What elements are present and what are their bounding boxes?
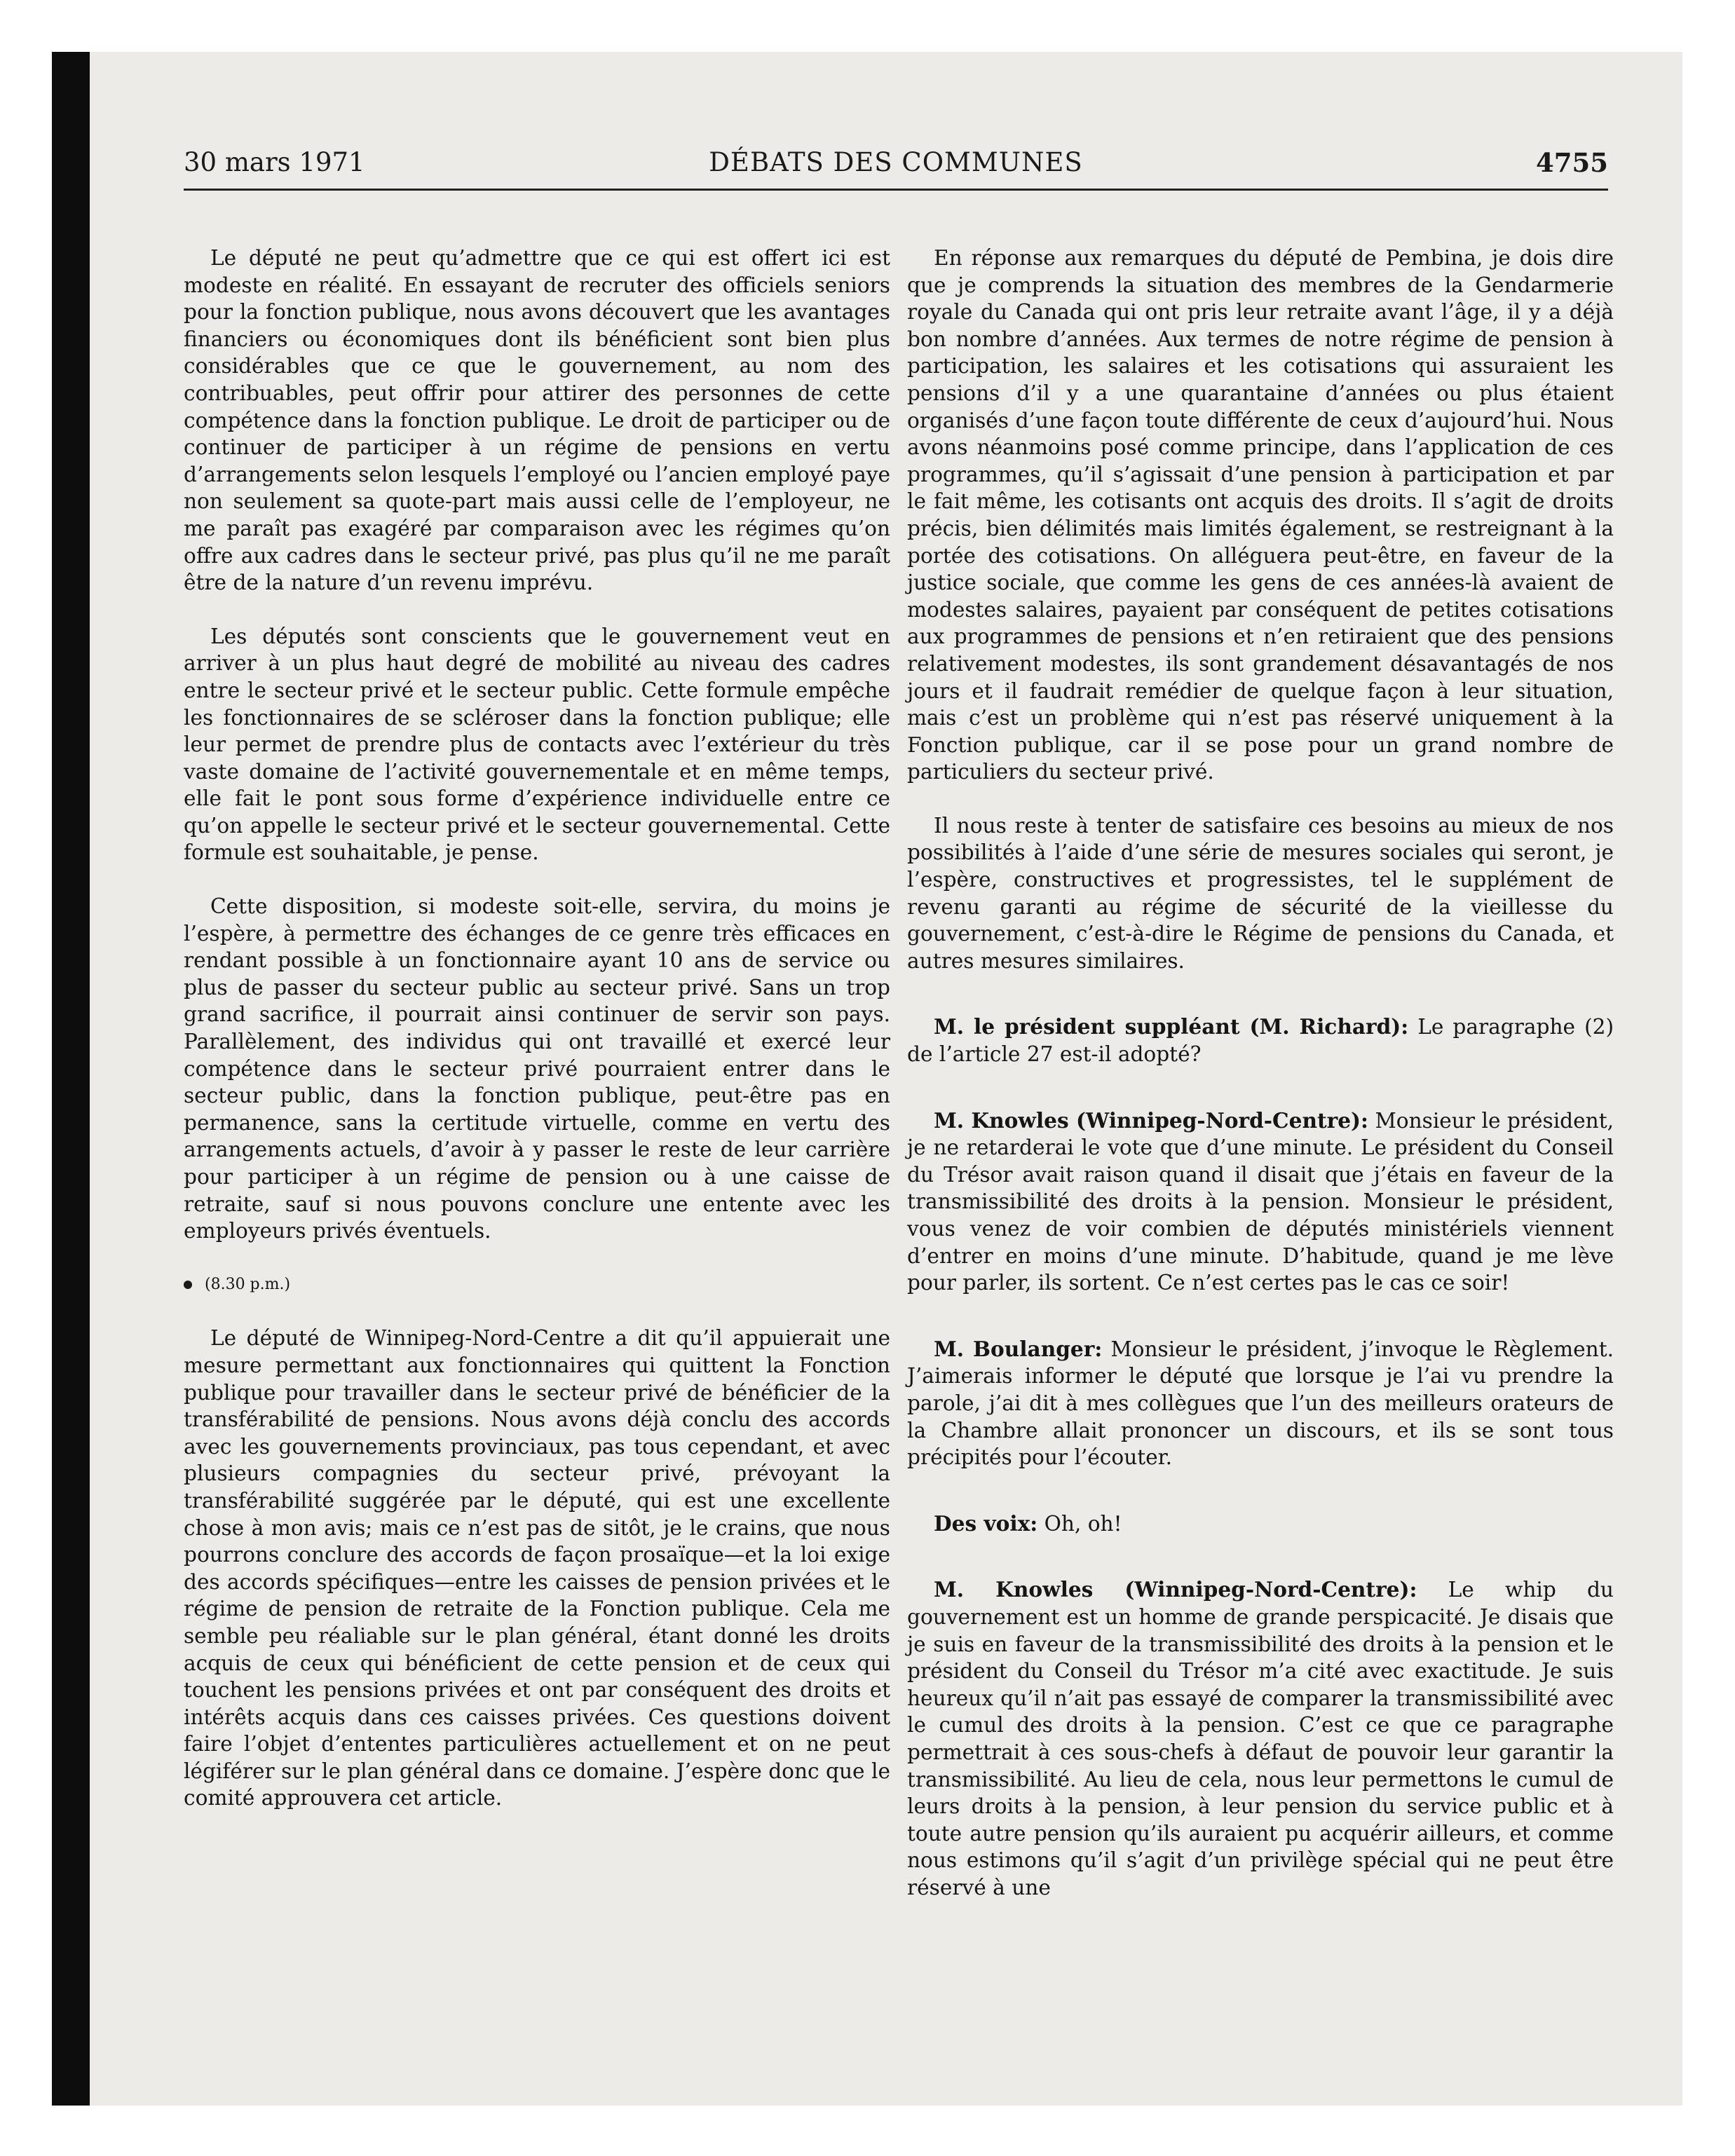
speech (907, 1510, 1614, 1538)
speech-text: Monsieur le président, j’invoque le Règlement. J’aimerais informer le député que lorsque je l’ai vu prendre la parole, j’ai dit à mes collègues que l’un des meilleurs orateurs de la Chambre allait prononcer un discours, et ils se sont tous précipités pour l’écouter. (907, 1337, 1614, 1470)
speaker-name: Des voix: (934, 1510, 1038, 1536)
right-column (907, 245, 1614, 1935)
speaker-name: M. le président suppléant (M. Richard): (934, 1014, 1409, 1039)
header-page-number: 4755 (1536, 147, 1608, 178)
speaker-name: M. Knowles (Winnipeg-Nord-Centre): (934, 1107, 1368, 1133)
header-date: 30 mars 1971 (184, 147, 365, 177)
speech (907, 1014, 1614, 1067)
speech (907, 1336, 1614, 1471)
paragraph: En réponse aux remarques du député de Pembina, je dois dire que je comprends la situation des membres de la Gendarmerie royale du Canada qui ont pris leur retraite avant l’âge, il y a déjà bon nombre d’années. Aux termes de notre régime de pension à participation, les salaires et les cotisations qui assuraient les pensions d’il y a une quarantaine d’années ou plus étaient organisés d’une façon toute différente de ceux d’aujourd’hui. Nous avons néanmoins posé comme principe, dans l’application de ces programmes, qu’il s’agissait d’une pension à participation et par le fait même, les cotisants ont acquis des droits. Il s’agit de droits précis, bien délimités mais limités également, se restreignant à la portée des cotisations. On alléguera peut-être, en faveur de la justice sociale, que comme les gens de ces années-là avaient de modestes salaires, payaient par conséquent de petites cotisations aux programmes de pensions et n’en retiraient que des pensions relativement modestes, ils sont grandement désavantagés de nos jours et il faudrait remédier de quelque façon à leur situation, mais c’est un problème qui n’est pas réservé uniquement à la Fonction publique, car il se pose pour un grand nombre de particuliers du secteur privé. (907, 246, 1614, 784)
page-header (184, 142, 1608, 191)
speaker-name: M. Knowles (Winnipeg-Nord-Centre): (934, 1577, 1417, 1602)
paragraph: Il nous reste à tenter de satisfaire ces besoins au mieux de nos possibilités à l’aide d’une série de mesures sociales qui seront, je l’espère, constructives et progressistes, tel le supplément de revenu garanti au régime de sécurité de la vieillesse du gouvernement, c’est-à-dire le Régime de pensions du Canada, et autres mesures similaires. (907, 813, 1614, 973)
paragraph: Le député de Winnipeg-Nord-Centre a dit qu’il appuierait une mesure permettant aux fonctionnaires qui quittent la Fonction publique pour travailler dans le secteur privé de bénéficier de la transférabilité de pensions. Nous avons déjà conclu des accords avec les gouvernements provinciaux, pas tous cependant, et avec plusieurs compagnies du secteur privé, prévoyant la transférabilité suggérée par le député, qui est une excellente chose à mon avis; mais ce n’est pas de sitôt, je le crains, que nous pourrons conclure des accords de façon prosaïque—et la loi exige des accords spécifiques—entre les caisses de pension privées et le régime de pension de retraite de la Fonction publique. Cela me semble peu réaliable sur le plan général, étant donné les droits acquis de ceux qui bénéficient de cette pension et de ceux qui touchent les pensions privées et ont par conséquent des droits et intérêts acquis dans ces caisses privées. Ces questions doivent faire l’objet d’ententes particulières actuellement et on ne peut légiférer sur le plan général dans ce domaine. J’espère donc que le comité approuvera cet article. (184, 1326, 890, 1810)
paragraph: Les députés sont conscients que le gouvernement veut en arriver à un plus haut degré de mobilité au niveau des cadres entre le secteur privé et le secteur public. Cette formule empêche les fonctionnaires de se scléroser dans la fonction publique; elle leur permet de prendre plus de contacts avec l’extérieur du très vaste domaine de l’activité gouvernementale et en même temps, elle fait le pont sous forme d’expérience individuelle entre ce qu’on appelle le secteur privé et le secteur gouvernemental. Cette formule est souhaitable, je pense. (184, 624, 890, 865)
speaker-name: M. Boulanger: (934, 1336, 1103, 1361)
time-marker (184, 1271, 890, 1299)
scanned-page (52, 52, 1682, 2106)
speech-text: Monsieur le président, je ne retarderai le vote que d’une minute. Le président du Conseil du Trésor avait raison quand il disait que j’étais en faveur de la transmissibilité des droits à la pension. Monsieur le président, vous venez de voir combien de députés ministériels viennent d’entrer en moins d’une minute. D’habitude, quand je me lève pour parler, ils sortent. Ce n’est certes pas le cas ce soir! (907, 1108, 1614, 1295)
binding-edge (52, 52, 90, 2106)
left-column (184, 245, 890, 1838)
speech-text: Le whip du gouvernement est un homme de grande perspicacité. Je disais que je suis en faveur de la transmissibilité des droits à la pension et le président du Conseil du Trésor m’a cité avec exactitude. Je suis heureux qu’il n’ait pas essayé de comparer la transmissibilité avec le cumul des droits à la pension. C’est ce que ce paragraphe permettrait à ces sous-chefs à défaut de pouvoir leur garantir la transmissibilité. Au lieu de cela, nous leur permettons le cumul de leurs droits à la pension, à leur pension du service public et à toute autre pension qu’ils auraient pu acquérir ailleurs, et comme nous estimons qu’il s’agit d’un privilège spécial qui ne peut être réservé à une (907, 1578, 1614, 1899)
header-rule (184, 189, 1608, 191)
speech (907, 1576, 1614, 1901)
speech-text: Le paragraphe (2) de l’article 27 est-il adopté? (907, 1015, 1614, 1067)
bullet-icon (184, 1281, 192, 1289)
speech-text: Oh, oh! (1037, 1511, 1122, 1536)
paragraph: Le député ne peut qu’admettre que ce qui est offert ici est modeste en réalité. En essayant de recruter des officiels seniors pour la fonction publique, nous avons découvert que les avantages financiers ou économiques dont ils bénéficient sont bien plus considérables que ce que le gouvernement, au nom des contribuables, peut offrir pour attirer des personnes de cette compétence dans la fonction publique. Le droit de participer ou de continuer de participer à un régime de pensions en vertu d’arrangements selon lesquels l’employé ou l’ancien employé paye non seulement sa quote-part mais aussi celle de l’employeur, ne me paraît pas exagéré par comparaison avec les régimes qu’on offre aux cadres dans le secteur privé, pas plus qu’il ne me paraît être de la nature d’un revenu imprévu. (184, 246, 890, 595)
speech (907, 1107, 1614, 1297)
time-marker-text: (8.30 p.m.) (205, 1275, 291, 1293)
paragraph: Cette disposition, si modeste soit-elle, servira, du moins je l’espère, à permettre des échanges de ce genre très efficaces en rendant possible à un fonctionnaire ayant 10 ans de service ou plus de passer du secteur public au secteur privé. Sans un trop grand sacrifice, il pourrait ainsi continuer de servir son pays. Parallèlement, des individus qui ont travaillé et exercé leur compétence dans le secteur privé pourraient entrer dans le secteur public, dans la fonction publique, peut-être pas en permanence, sans la certitude virtuelle, comme en vertu des arrangements actuels, d’avoir à y passer le reste de leur carrière pour participer à un régime de pension ou à une caisse de retraite, sauf si nous pouvons conclure une entente avec les employeurs privés éventuels. (184, 894, 890, 1243)
header-title: DÉBATS DES COMMUNES (709, 147, 1083, 177)
